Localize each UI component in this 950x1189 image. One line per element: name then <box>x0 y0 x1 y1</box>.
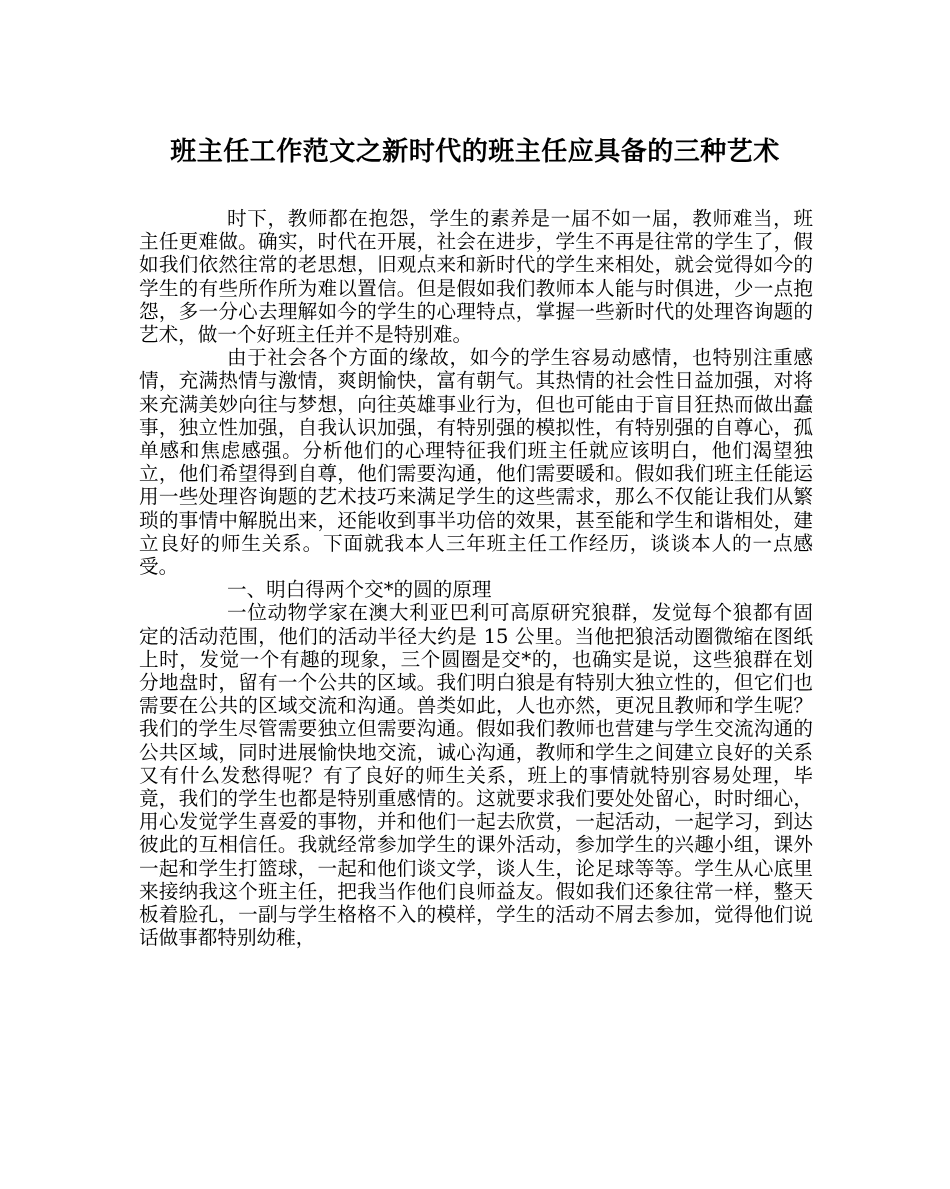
paragraph-student-psychology: 由于社会各个方面的缘故，如今的学生容易动感情，也特别注重感情，充满热情与激情，爽朗愉快，富有朝气。其热情的社会性日益加强，对将来充满美妙向往与梦想，向往英雄事业行为，但也可能由于盲目狂热而做出蠢事，独立性加强，自我认识加强，有特别强的模拟性，有特别强的自尊心，孤单感和焦虑感强。分析他们的心理特征我们班主任就应该明白，他们渴望独立，他们希望得到自尊，他们需要沟通，他们需要暖和。假如我们班主任能运用一些处理咨询题的艺术技巧来满足学生的这些需求，那么不仅能让我们从繁琐的事情中解脱出来，还能收到事半功倍的效果，甚至能和学生和谐相处，建立良好的师生关系。下面就我本人三年班主任工作经历，谈谈本人的一点感受。 <box>139 346 813 579</box>
paragraph-wolf-circles: 一位动物学家在澳大利亚巴利可高原研究狼群，发觉每个狼都有固定的活动范围，他们的活动半径大约是 15 公里。当他把狼活动圈微缩在图纸上时，发觉一个有趣的现象，三个圆圈是交*的，也确实是说，这些狼群在划分地盘时，留有一个公共的区域。我们明白狼是有特别大独立性的，但它们也需要在公共的区域交流和沟通。兽类如此，人也亦然，更况且教师和学生呢？我们的学生尽管需要独立但需要沟通。假如我们教师也营建与学生交流沟通的公共区域，同时进展愉快地交流，诚心沟通，教师和学生之间建立良好的关系又有什么发愁得呢？有了良好的师生关系，班上的事情就特别容易处理，毕竟，我们的学生也都是特别重感情的。这就要求我们要处处留心，时时细心，用心发觉学生喜爱的事物，并和他们一起去欣赏，一起活动，一起学习，到达彼此的互相信任。我就经常参加学生的课外活动，参加学生的兴趣小组，课外一起和学生打篮球，一起和他们谈文学，谈人生，论足球等等。学生从心底里来接纳我这个班主任，把我当作他们良师益友。假如我们还象往常一样，整天板着脸孔，一副与学生格格不入的模样，学生的活动不屑去参加，觉得他们说话做事都特别幼稚， <box>139 601 813 950</box>
document-title: 班主任工作范文之新时代的班主任应具备的三种艺术 <box>170 137 780 167</box>
section-heading-1: 一、明白得两个交*的圆的原理 <box>227 578 492 602</box>
paragraph-intro: 时下，教师都在抱怨，学生的素养是一届不如一届，教师难当，班主任更难做。确实，时代在开展，社会在进步，学生不再是往常的学生了，假如我们依然往常的老思想，旧观点来和新时代的学生来相处，就会觉得如今的学生的有些所作所为难以置信。但是假如我们教师本人能与时俱进，少一点抱怨，多一分心去理解如今的学生的心理特点，掌握一些新时代的处理咨询题的艺术，做一个好班主任并不是特别难。 <box>139 207 813 347</box>
document-body <box>139 207 813 950</box>
